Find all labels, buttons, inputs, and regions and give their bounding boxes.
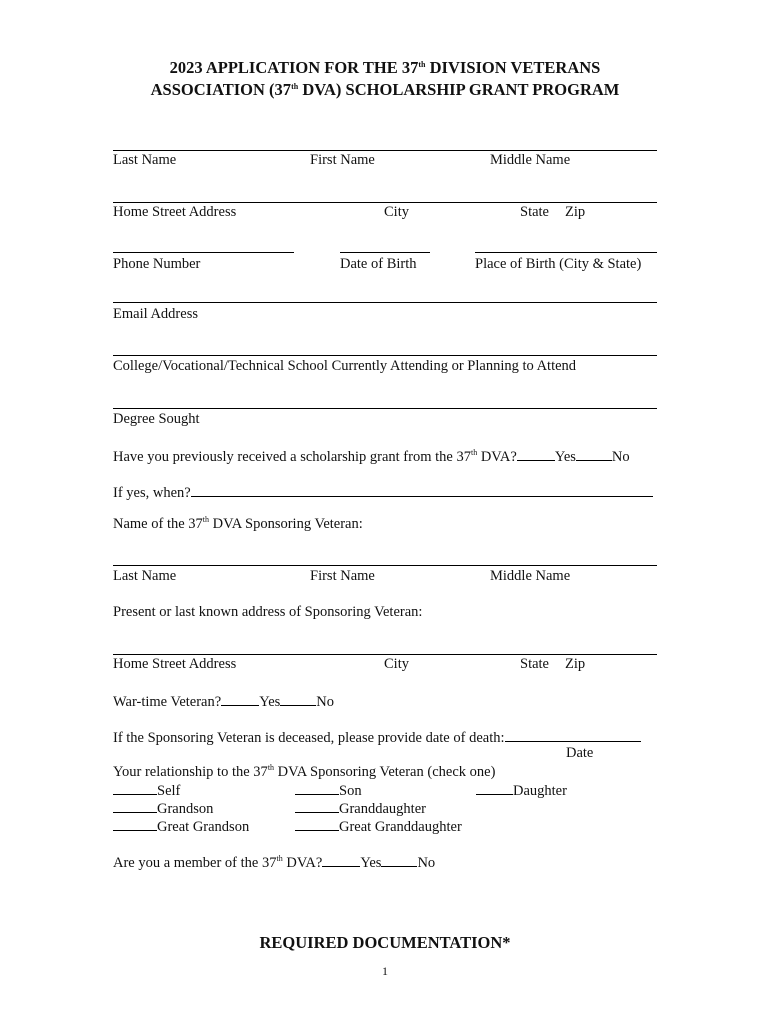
title-line-2: ASSOCIATION (37th DVA) SCHOLARSHIP GRANT PROGRAM [150,80,620,99]
title-line-1: 2023 APPLICATION FOR THE 37th DIVISION VETERANS [169,58,601,77]
sponsor-zip-label: Zip [565,656,586,672]
date-of-death-row: If the Sponsoring Veteran is deceased, please provide date of death: [113,728,641,747]
applicant-city-label: City [384,204,409,220]
sponsor-name-label: Name of the 37th DVA Sponsoring Veteran: [113,515,363,532]
great-granddaughter-blank[interactable] [295,817,339,831]
applicant-address-line[interactable] [113,202,657,203]
applicant-last-name-label: Last Name [113,152,177,168]
wartime-no-blank[interactable] [280,692,316,706]
date-of-death-blank[interactable] [505,728,641,742]
degree-label: Degree Sought [113,411,200,427]
phone-label: Phone Number [113,256,201,272]
applicant-street-label: Home Street Address [113,204,237,220]
page-number: 1 [382,964,388,978]
email-label: Email Address [113,306,198,322]
relationship-son: Son [295,781,362,800]
dob-line[interactable] [340,252,430,253]
email-line[interactable] [113,302,657,303]
relationship-self: Self [113,781,180,800]
if-yes-when-blank[interactable] [191,483,653,497]
granddaughter-blank[interactable] [295,799,339,813]
relationship-daughter: Daughter [476,781,567,800]
previous-scholarship-question: Have you previously received a scholarship grant from the 37th DVA? Yes No [113,448,630,465]
applicant-first-name-label: First Name [310,152,375,168]
degree-line[interactable] [113,408,657,409]
applicant-middle-name-label: Middle Name [490,152,571,168]
grandson-blank[interactable] [113,799,157,813]
applicant-state-label: State [520,204,549,220]
self-blank[interactable] [113,781,157,795]
relationship-great-grandson: Great Grandson [113,817,249,836]
previous-no-blank[interactable] [576,447,612,461]
if-yes-when-row: If yes, when? [113,483,653,502]
great-grandson-blank[interactable] [113,817,157,831]
sponsor-name-line[interactable] [113,565,657,566]
required-documentation-heading: REQUIRED DOCUMENTATION* [259,933,511,952]
sponsor-last-name-label: Last Name [113,568,177,584]
relationship-great-granddaughter: Great Granddaughter [295,817,462,836]
sponsor-address-line[interactable] [113,654,657,655]
sponsor-address-label: Present or last known address of Sponsoring Veteran: [113,604,423,620]
sponsor-city-label: City [384,656,409,672]
applicant-name-line[interactable] [113,150,657,151]
relationship-granddaughter: Granddaughter [295,799,426,818]
previous-yes-blank[interactable] [517,447,555,461]
date-caption: Date [566,745,594,761]
sponsor-street-label: Home Street Address [113,656,237,672]
wartime-veteran-row: War-time Veteran? Yes No [113,694,335,710]
dob-label: Date of Birth [340,256,417,272]
school-line[interactable] [113,355,657,356]
son-blank[interactable] [295,781,339,795]
sponsor-middle-name-label: Middle Name [490,568,571,584]
relationship-label: Your relationship to the 37th DVA Sponsoring Veteran (check one) [113,763,496,780]
membership-yes-blank[interactable] [322,853,360,867]
wartime-yes-blank[interactable] [221,692,259,706]
sponsor-first-name-label: First Name [310,568,375,584]
school-label: College/Vocational/Technical School Currently Attending or Planning to Attend [113,358,577,374]
relationship-grandson: Grandson [113,799,213,818]
sponsor-state-label: State [520,656,549,672]
pob-line[interactable] [475,252,657,253]
daughter-blank[interactable] [476,781,513,795]
pob-label: Place of Birth (City & State) [475,256,642,272]
phone-line[interactable] [113,252,294,253]
membership-row: Are you a member of the 37th DVA? Yes No [113,854,436,871]
membership-no-blank[interactable] [381,853,417,867]
applicant-zip-label: Zip [565,204,586,220]
